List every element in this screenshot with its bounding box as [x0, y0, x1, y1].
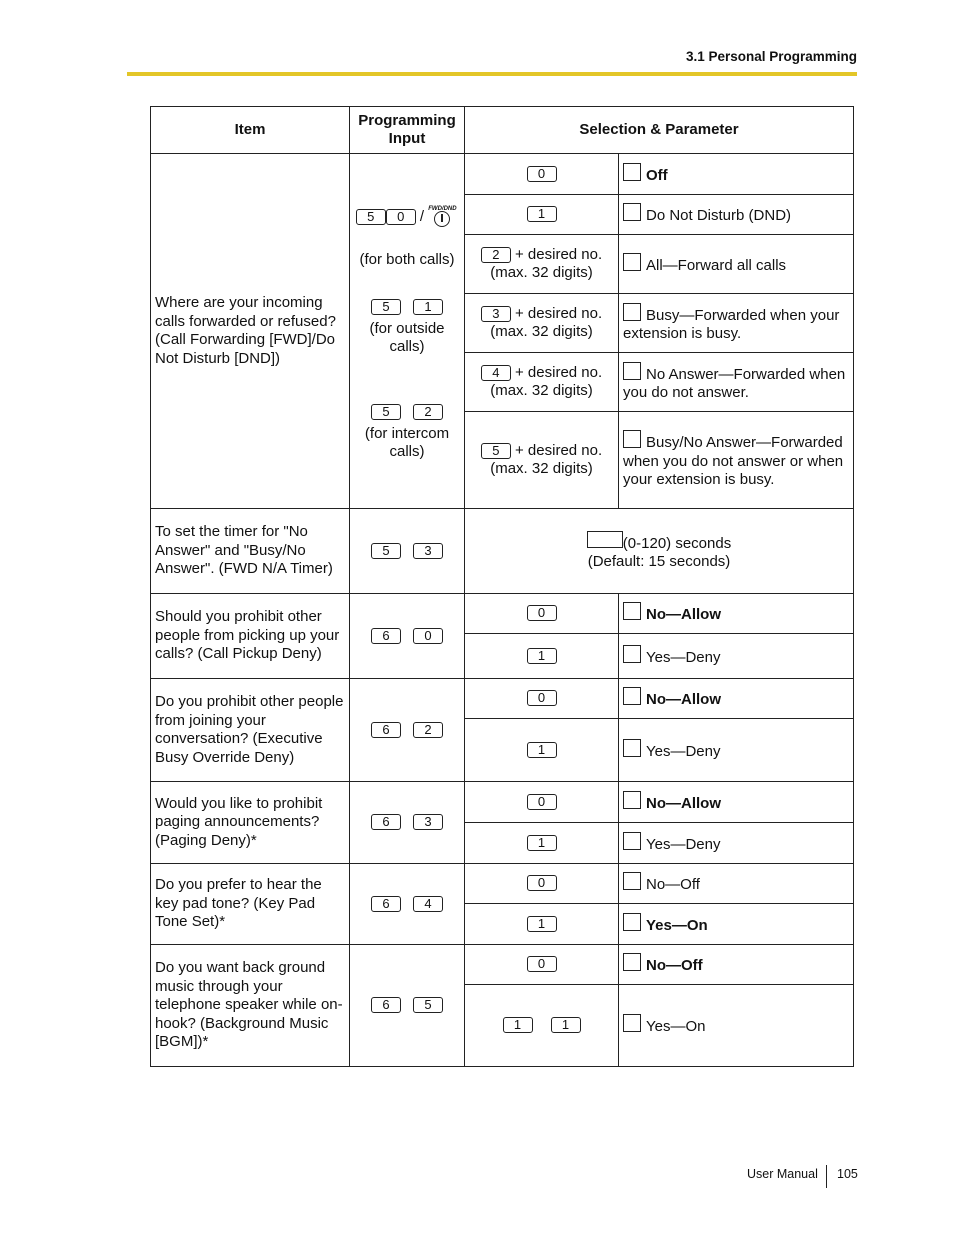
paging-deny-input: 6 3	[350, 782, 465, 864]
bgm-input: 6 5	[350, 945, 465, 1067]
pickup-deny-input: 6 0	[350, 594, 465, 679]
checkbox	[623, 872, 641, 890]
override-deny-question: Do you prohibit other people from joining your conversation? (Executive Busy Override Deny)	[151, 679, 350, 782]
fwd-question: Where are your incoming calls forwarded or refused? (Call Forwarding [FWD]/Do Not Disturb [DND])	[151, 154, 350, 509]
timer-question: To set the timer for "No Answer" and "Busy/No Answer". (FWD N/A Timer)	[151, 509, 350, 594]
option-code: 1	[465, 823, 619, 864]
option-code: 1	[465, 904, 619, 945]
checkbox	[623, 253, 641, 271]
option-code: 1	[465, 719, 619, 782]
fwd-option-code: 0	[465, 154, 619, 195]
checkbox	[623, 791, 641, 809]
option: No—Off	[619, 864, 854, 904]
fwd-option: All—Forward all calls	[619, 235, 854, 294]
option-code: 0	[465, 782, 619, 823]
option-code: 0	[465, 864, 619, 904]
fwd-option: Busy—Forwarded when your extension is busy.	[619, 294, 854, 353]
option: Yes—On	[619, 985, 854, 1067]
option: No—Allow	[619, 679, 854, 719]
fwd-option-code: 2 + desired no. (max. 32 digits)	[465, 235, 619, 294]
checkbox	[623, 913, 641, 931]
section-header: 3.1 Personal Programming	[685, 49, 857, 64]
checkbox	[623, 602, 641, 620]
header-programming-input: Programming Input	[350, 107, 465, 154]
checkbox	[623, 362, 641, 380]
key: 1	[413, 299, 443, 315]
option: Yes—Deny	[619, 823, 854, 864]
intercom-calls-note: (for intercom calls)	[364, 424, 450, 460]
both-calls-note: (for both calls)	[359, 251, 455, 268]
option: No—Off	[619, 945, 854, 985]
timer-entry-box	[587, 531, 623, 548]
footer-divider	[826, 1165, 827, 1188]
fwd-option: No Answer—Forwarded when you do not answer.	[619, 353, 854, 412]
fwd-option-code: 1	[465, 195, 619, 235]
option-code: 0	[465, 594, 619, 634]
keypad-tone-input: 6 4	[350, 864, 465, 945]
checkbox	[623, 1014, 641, 1032]
option: Yes—On	[619, 904, 854, 945]
checkbox	[623, 303, 641, 321]
option: Yes—Deny	[619, 719, 854, 782]
fwd-option-code: 5 + desired no. (max. 32 digits)	[465, 412, 619, 509]
checkbox	[623, 739, 641, 757]
timer-parameter: (0-120) seconds (Default: 15 seconds)	[465, 509, 854, 594]
option-code: 1 1	[465, 985, 619, 1067]
page-number: 105	[837, 1167, 858, 1181]
header-rule	[127, 72, 857, 76]
slash: /	[419, 207, 425, 225]
fwd-input	[350, 154, 465, 509]
key: 5	[356, 209, 386, 225]
option-code: 0	[465, 679, 619, 719]
option: No—Allow	[619, 594, 854, 634]
checkbox	[623, 430, 641, 448]
checkbox	[623, 832, 641, 850]
checkbox	[623, 953, 641, 971]
key: 5	[371, 299, 401, 315]
option-code: 0	[465, 945, 619, 985]
checkbox	[623, 687, 641, 705]
checkbox	[623, 645, 641, 663]
key: 0	[386, 209, 416, 225]
option: No—Allow	[619, 782, 854, 823]
keypad-tone-question: Do you prefer to hear the key pad tone? (Key Pad Tone Set)*	[151, 864, 350, 945]
key: 2	[413, 404, 443, 420]
fwd-option-code: 3 + desired no. (max. 32 digits)	[465, 294, 619, 353]
fwd-option: Busy/No Answer—Forwarded when you do not answer or when your extension is busy.	[619, 412, 854, 509]
header-selection: Selection & Parameter	[465, 107, 854, 154]
paging-deny-question: Would you like to prohibit paging announcements? (Paging Deny)*	[151, 782, 350, 864]
option: Yes—Deny	[619, 634, 854, 679]
fwd-dnd-button-icon: FWD/DND	[428, 204, 458, 230]
header-item: Item	[151, 107, 350, 154]
checkbox	[623, 163, 641, 181]
fwd-option-code: 4 + desired no. (max. 32 digits)	[465, 353, 619, 412]
fwd-option: Off	[619, 154, 854, 195]
override-deny-input: 6 2	[350, 679, 465, 782]
footer-doc-title: User Manual	[747, 1167, 818, 1181]
fwd-option: Do Not Disturb (DND)	[619, 195, 854, 235]
outside-calls-note: (for outside calls)	[369, 319, 445, 355]
option-code: 1	[465, 634, 619, 679]
programming-table	[150, 106, 854, 1067]
bgm-question: Do you want back ground music through your telephone speaker while on-hook? (Background Music [BGM])*	[151, 945, 350, 1067]
pickup-deny-question: Should you prohibit other people from picking up your calls? (Call Pickup Deny)	[151, 594, 350, 679]
timer-input: 5 3	[350, 509, 465, 594]
checkbox	[623, 203, 641, 221]
key: 5	[371, 404, 401, 420]
